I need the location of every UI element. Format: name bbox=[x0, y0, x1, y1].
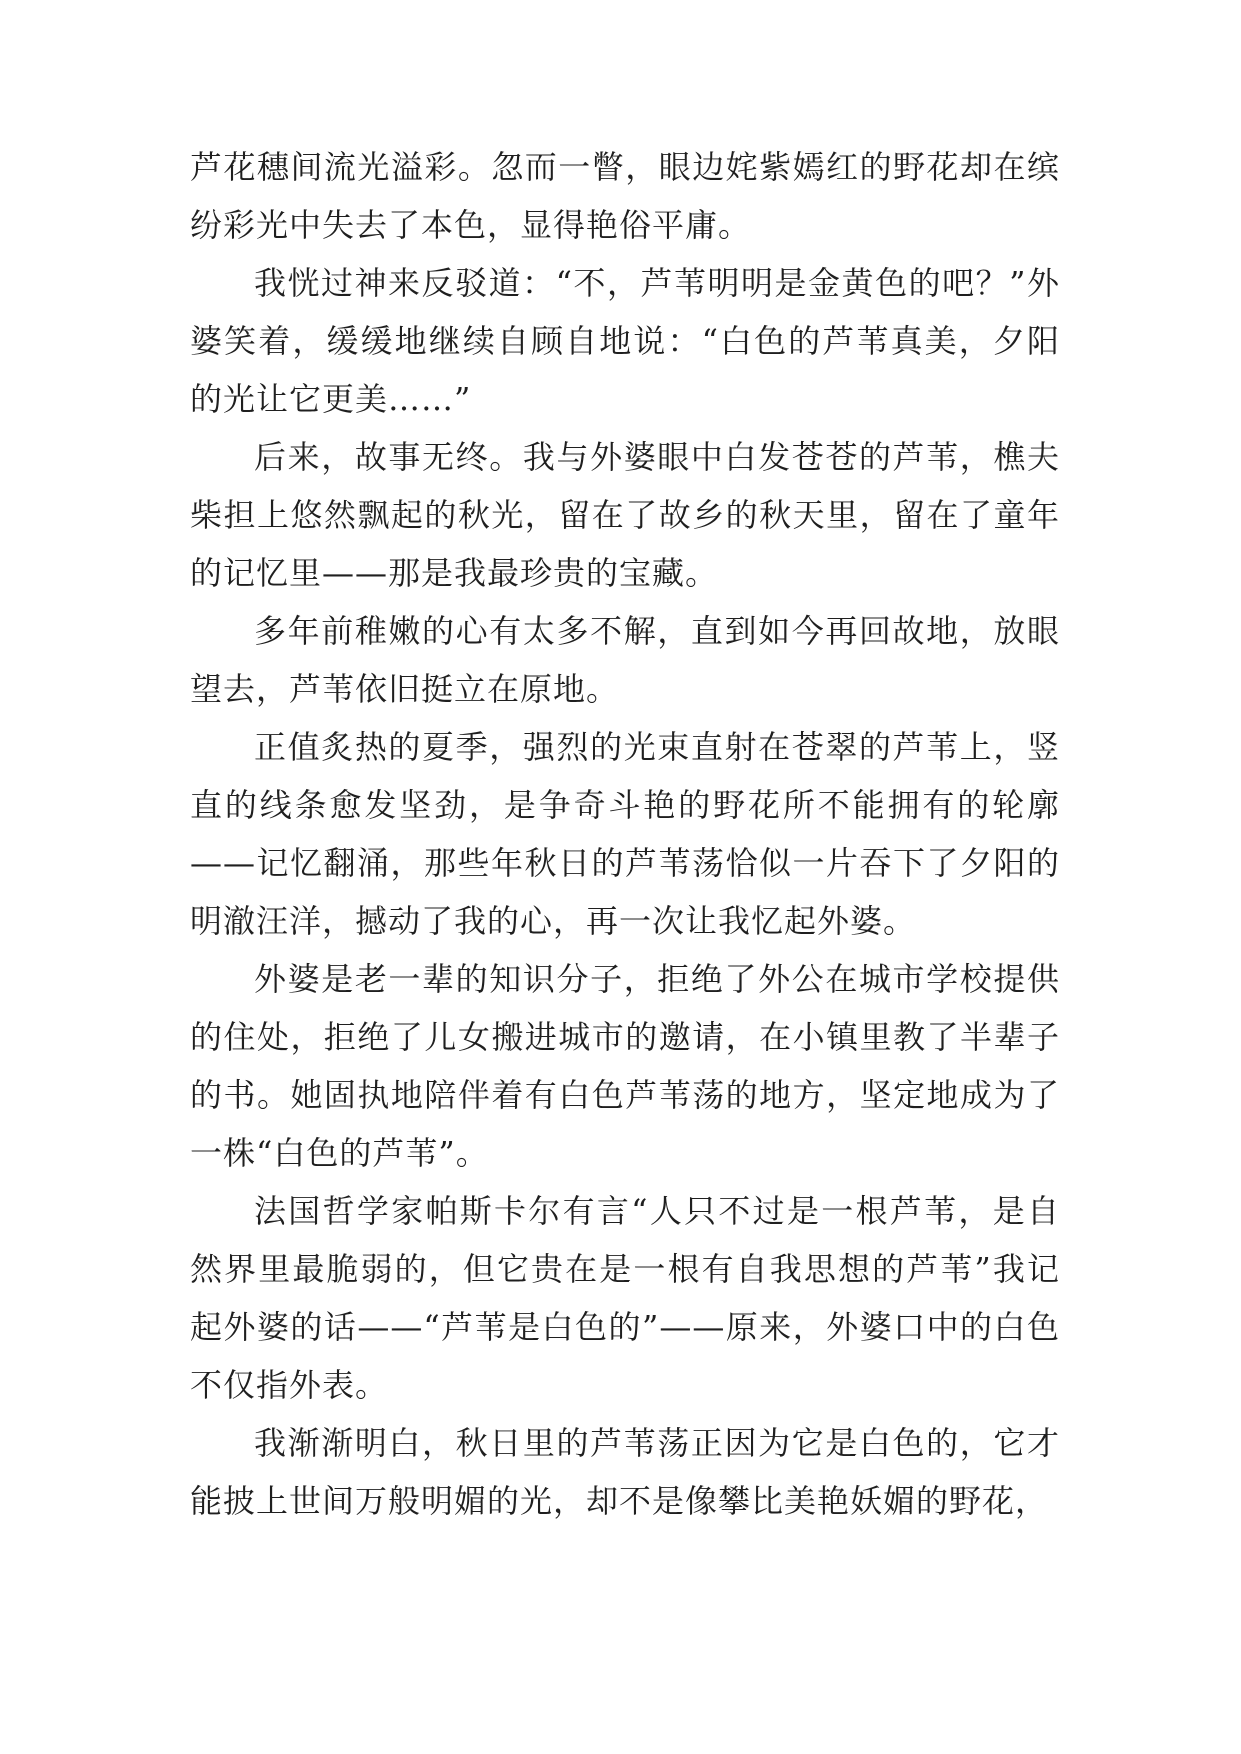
paragraph: 正值炙热的夏季，强烈的光束直射在苍翠的芦苇上，竖直的线条愈发坚劲，是争奇斗艳的野花所不能拥有的轮廓——记忆翻涌，那些年秋日的芦苇荡恰似一片吞下了夕阳的明澈汪洋，撼动了我的心，再一次让我忆起外婆。 bbox=[190, 728, 1060, 940]
paragraph: 多年前稚嫩的心有太多不解，直到如今再回故地，放眼望去，芦苇依旧挺立在原地。 bbox=[190, 612, 1060, 708]
paragraph: 芦花穗间流光溢彩。忽而一瞥，眼边姹紫嫣红的野花却在缤纷彩光中失去了本色，显得艳俗平庸。 bbox=[190, 148, 1060, 244]
document-body bbox=[190, 138, 1060, 1530]
paragraph: 我恍过神来反驳道：“不，芦苇明明是金黄色的吧？”外婆笑着，缓缓地继续自顾自地说：“白色的芦苇真美，夕阳的光让它更美……” bbox=[190, 264, 1060, 418]
paragraph: 我渐渐明白，秋日里的芦苇荡正因为它是白色的，它才能披上世间万般明媚的光，却不是像攀比美艳妖媚的野花， bbox=[190, 1424, 1060, 1520]
paragraph: 外婆是老一辈的知识分子，拒绝了外公在城市学校提供的住处，拒绝了儿女搬进城市的邀请，在小镇里教了半辈子的书。她固执地陪伴着有白色芦苇荡的地方，坚定地成为了一株“白色的芦苇”。 bbox=[190, 960, 1060, 1172]
paragraph: 法国哲学家帕斯卡尔有言“人只不过是一根芦苇，是自然界里最脆弱的，但它贵在是一根有自我思想的芦苇”我记起外婆的话——“芦苇是白色的”——原来，外婆口中的白色不仅指外表。 bbox=[190, 1192, 1060, 1404]
paragraph: 后来，故事无终。我与外婆眼中白发苍苍的芦苇，樵夫柴担上悠然飘起的秋光，留在了故乡的秋天里，留在了童年的记忆里——那是我最珍贵的宝藏。 bbox=[190, 438, 1060, 592]
